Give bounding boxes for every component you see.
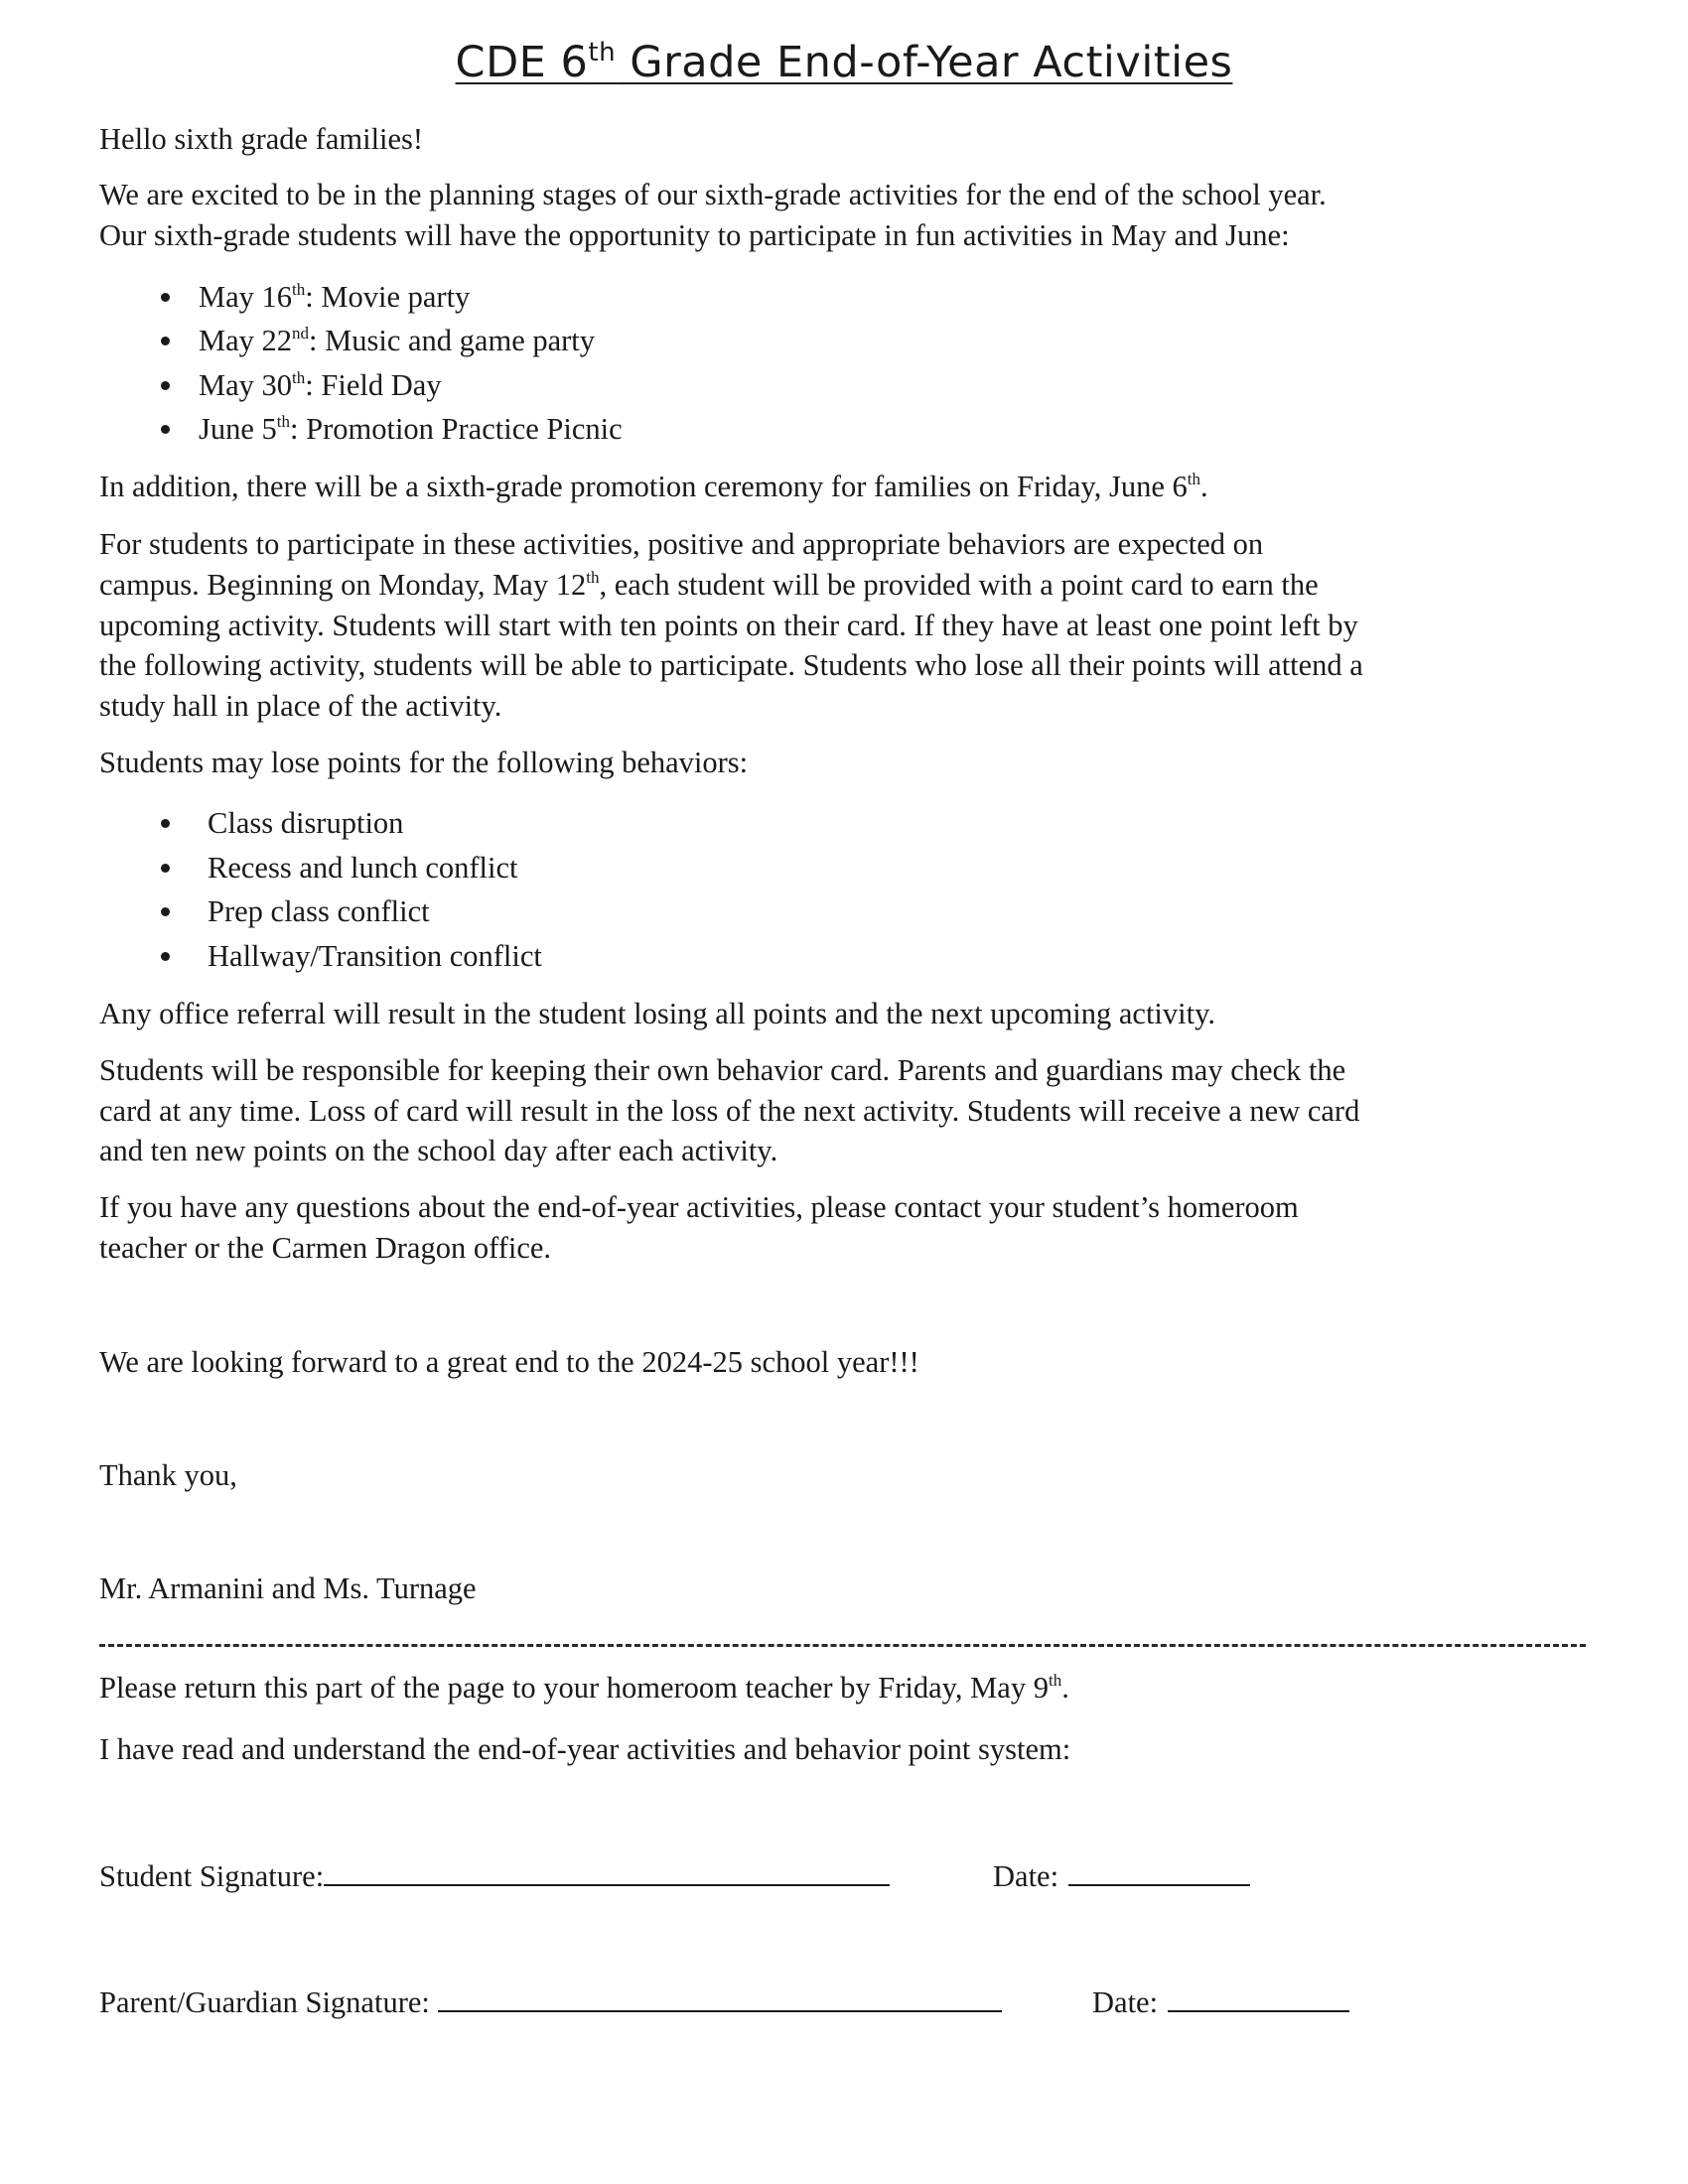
- referral-line: Any office referral will result in the student losing all points and the next upcoming activity.: [99, 997, 1216, 1030]
- page-title: [0, 38, 1688, 87]
- closing-line: We are looking forward to a great end to the 2024-25 school year!!!: [99, 1345, 919, 1379]
- bullet-icon: [161, 864, 170, 873]
- student-signature-field[interactable]: [324, 1854, 890, 1886]
- participation-line: study hall in place of the activity.: [99, 689, 502, 723]
- student-date-field[interactable]: [1068, 1854, 1250, 1886]
- parent-signature-label: Parent/Guardian Signature:: [99, 1985, 430, 2019]
- intro-line: We are excited to be in the planning stages of our sixth-grade activities for the end of the school year.: [99, 178, 1327, 211]
- parent-date-label: Date:: [1092, 1985, 1159, 2019]
- behavior-item: [161, 803, 403, 844]
- card-line: Students will be responsible for keeping their own behavior card. Parents and guardians may check the: [99, 1053, 1346, 1087]
- bullet-icon: [161, 907, 170, 916]
- acknowledgement-line: I have read and understand the end-of-year activities and behavior point system:: [99, 1732, 1071, 1766]
- participation-superscript: th: [586, 568, 600, 587]
- behavior-item: [161, 891, 430, 932]
- activity-date-superscript: nd: [292, 324, 310, 342]
- ceremony-period: .: [1199, 470, 1208, 503]
- activity-date: May 16: [199, 280, 293, 314]
- activity-date: June 5: [199, 412, 277, 446]
- behavior-text: Hallway/Transition conflict: [208, 939, 542, 973]
- activity-item: [161, 409, 623, 450]
- return-note-period: .: [1061, 1671, 1069, 1705]
- activity-item: [161, 321, 595, 361]
- thanks-line: Thank you,: [99, 1458, 237, 1492]
- cut-line-divider: [99, 1644, 1586, 1647]
- questions-line: teacher or the Carmen Dragon office.: [99, 1231, 552, 1265]
- behavior-text: Prep class conflict: [208, 894, 430, 928]
- questions-line: If you have any questions about the end-of-year activities, please contact your student’s homeroom: [99, 1190, 1299, 1224]
- participation-line: the following activity, students will be able to participate. Students who lose all their points will attend a: [99, 648, 1363, 682]
- activity-text: : Music and game party: [309, 324, 596, 357]
- return-note-superscript: th: [1048, 1671, 1062, 1690]
- parent-date-field[interactable]: [1168, 1980, 1349, 2012]
- participation-line: [99, 565, 1589, 606]
- activity-item: [161, 365, 442, 406]
- behavior-item: [161, 936, 542, 977]
- student-signature-label: Student Signature:: [99, 1859, 325, 1893]
- bullet-icon: [161, 425, 170, 434]
- student-date-label: Date:: [993, 1859, 1059, 1893]
- title-text-rest: Grade End-of-Year Activities: [616, 38, 1233, 87]
- activity-text: : Field Day: [305, 368, 442, 402]
- return-note: [99, 1668, 1589, 1708]
- ceremony-superscript: th: [1187, 470, 1200, 488]
- participation-line: For students to participate in these activities, positive and appropriate behaviors are expected on: [99, 527, 1264, 561]
- behavior-text: Class disruption: [208, 806, 404, 840]
- behavior-item: [161, 848, 518, 888]
- title-superscript: th: [588, 38, 617, 68]
- participation-text-rest: , each student will be provided with a point card to earn the: [599, 568, 1319, 602]
- bullet-icon: [161, 337, 170, 345]
- ceremony-line: [99, 467, 1589, 507]
- card-line: and ten new points on the school day after each activity.: [99, 1134, 778, 1167]
- bullet-icon: [161, 293, 170, 302]
- activity-item: [161, 277, 470, 318]
- return-note-text: Please return this part of the page to your homeroom teacher by Friday, May 9: [99, 1671, 1049, 1705]
- activity-date-superscript: th: [292, 280, 306, 299]
- activity-text: : Promotion Practice Picnic: [290, 412, 623, 446]
- title-text: CDE 6: [455, 38, 589, 87]
- intro-line: Our sixth-grade students will have the opportunity to participate in fun activities in May and June:: [99, 218, 1290, 252]
- activity-text: : Movie party: [305, 280, 471, 314]
- bullet-icon: [161, 952, 170, 961]
- signers-line: Mr. Armanini and Ms. Turnage: [99, 1571, 477, 1605]
- activity-date: May 22: [199, 324, 293, 357]
- parent-signature-field[interactable]: [438, 1980, 1002, 2012]
- behavior-text: Recess and lunch conflict: [208, 851, 518, 885]
- bullet-icon: [161, 381, 170, 390]
- behaviors-intro: Students may lose points for the following behaviors:: [99, 746, 749, 779]
- participation-text: campus. Beginning on Monday, May 12: [99, 568, 587, 602]
- student-date-row: [993, 1854, 1291, 1897]
- card-line: card at any time. Loss of card will result in the loss of the next activity. Students will receive a new card: [99, 1094, 1360, 1128]
- participation-line: upcoming activity. Students will start with ten points on their card. If they have at least one point left by: [99, 609, 1358, 642]
- activity-date-superscript: th: [292, 368, 306, 387]
- activity-date-superscript: th: [276, 412, 291, 431]
- greeting: Hello sixth grade families!: [99, 122, 424, 156]
- ceremony-text: In addition, there will be a sixth-grade promotion ceremony for families on Friday, June 6: [99, 470, 1188, 503]
- parent-date-row: [1092, 1980, 1390, 2023]
- activity-date: May 30: [199, 368, 293, 402]
- bullet-icon: [161, 819, 170, 828]
- student-signature-row: [99, 1854, 1589, 1897]
